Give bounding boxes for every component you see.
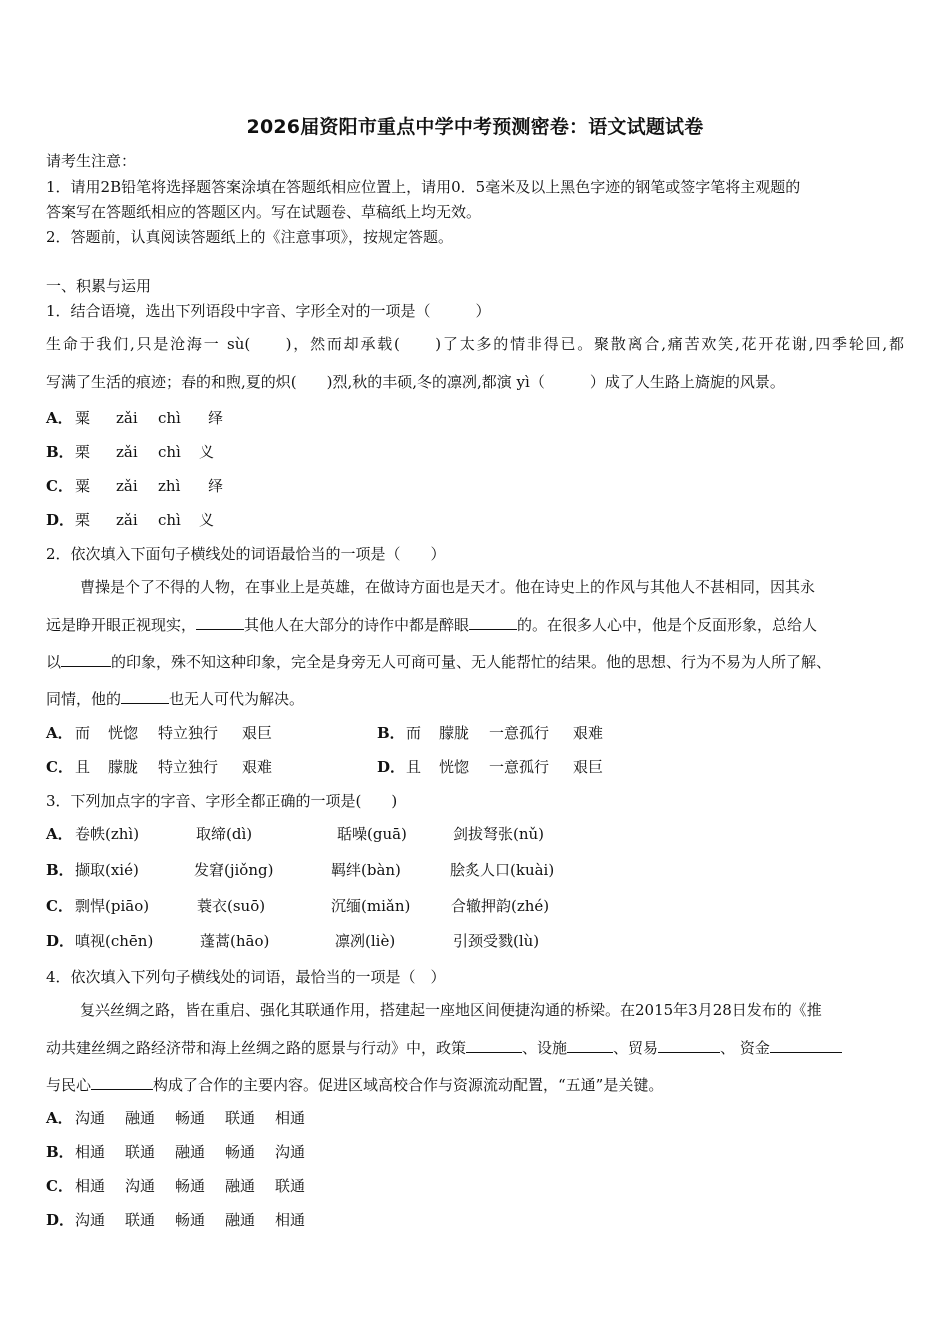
question-2-stem: 2．依次填入下面句子横线处的词语最恰当的一项是（ ） <box>46 545 446 563</box>
section-heading: 一、积累与运用 <box>46 277 152 295</box>
exam-page: 2026届资阳市重点中学中考预测密卷：语文试题试卷 请考生注意： 1．请用2B铅笔将选择题答案涂填在答题纸相应位置上，请用0．5毫米及以上黑色字迹的钢笔或签字笔将主观题的 答案写在答题纸相应的答题区内。写在试题卷、草稿纸上均无效。 2．答题前，认真阅读答题纸上的《注意事项》，按规定答题。 一、积累与运用 1．结合语境，选出下列语段中字音、字形全对的一项是（ ） 生命于我们,只是沧海一 sù( )，然而却承载( )了太多的情非得已。聚散离合,痛苦欢笑,花开花谢,四季轮回,都 写满了生活的痕迹；春的和煦,夏的炽( )烈,秋的丰硕,冬的凛冽,都演 yì（ ）成了人生路上旖旎的风景。 A． 粟 zǎi chì 绎 B． 栗 zǎi chì 义 C． 粟 zǎi zhì 绎 D． 栗 zǎi chì 义 2．依次填入下面句子横线处的词语最恰当的一项是（ ） 曹操是个了不得的人物，在事业上是英雄，在做诗方面也是天才。他在诗史上的作风与其他人不甚相同，因其永 远是睁开眼正视现实， 其他人在大部分的诗作中都是醉眼 的。在很多人心中，他是个反面形象，总给人 以 的印象，殊不知这种印象，完全是身旁无人可商可量、无人能帮忙的结果。他的思想、行为不易为人所了解、 同情，他的 也无人可代为解决。 A． 而 恍惚 特立独行 艰巨 B． 而 朦胧 一意孤行 艰难 C． 且 朦胧 特立独行 艰难 D． 且 恍惚 一意孤行 艰巨 3．下列加点字的字音、字形全都正确的一项是( ) A． 卷帙(zhì) 取缔(dì) 聒噪(guā) 剑拔弩张(nǔ) B． 撷取(xié) 发窘(jiǒng) 羁绊(bàn) 脍炙人口(kuài) C． 剽悍(piāo) 蓑衣(suō) 沉缅(miǎn) 合辙押韵(zhé) D． 嗔视(chēn) 蓬蒿(hāo) 凛冽(liè) 引颈受戮(lù) 4．依次填入下列句子横线处的词语，最恰当的一项是（ ） 复兴丝绸之路，皆在重启、强化其联通作用，搭建起一座地区间便捷沟通的桥梁。在2015年3月28日发布的《推 动共建丝绸之路经济带和海上丝绸之路的愿景与行动》中，政策 、设施 、贸易 、 资金 与民心 构成了合作的主要内容。促进区域高校合作与资源流动配置，“五通”是关键。 A． 沟通 融通 畅通 联通 相通 B． 相通 联通 融通 畅通 沟通 C． 相通 沟通 畅通 融通 联通 D． 沟通 联通 畅通 融通 相通 <box>0 0 950 1344</box>
fill-blank <box>121 689 169 704</box>
question-2-passage-line-3: 以 的印象，殊不知这种印象，完全是身旁无人可商可量、无人能帮忙的结果。他的思想、行为不易为人所了解、 <box>46 653 832 671</box>
question-4-passage-line-3: 与民心 构成了合作的主要内容。促进区域高校合作与资源流动配置，“五通”是关键。 <box>46 1076 664 1094</box>
question-2-passage-line-2: 远是睁开眼正视现实， 其他人在大部分的诗作中都是醉眼 的。在很多人心中，他是个反面形象，总给人 <box>46 616 818 634</box>
page-title: 2026届资阳市重点中学中考预测密卷：语文试题试卷 <box>246 116 704 138</box>
fill-blank <box>469 615 517 630</box>
question-4-stem: 4．依次填入下列句子横线处的词语，最恰当的一项是（ ） <box>46 968 446 986</box>
fill-blank <box>61 652 111 667</box>
question-4-passage-line-1: 复兴丝绸之路，皆在重启、强化其联通作用，搭建起一座地区间便捷沟通的桥梁。在2015年3月28日发布的《推 <box>80 1001 822 1019</box>
fill-blank <box>466 1038 522 1053</box>
fill-blank <box>770 1038 842 1053</box>
question-3-stem: 3．下列加点字的字音、字形全都正确的一项是( ) <box>46 792 398 810</box>
notice-item-1-line-2: 答案写在答题纸相应的答题区内。写在试题卷、草稿纸上均无效。 <box>46 203 482 221</box>
question-2-passage-line-1: 曹操是个了不得的人物，在事业上是英雄，在做诗方面也是天才。他在诗史上的作风与其他人不甚相同，因其永 <box>80 578 816 596</box>
notice-item-2: 2．答题前，认真阅读答题纸上的《注意事项》，按规定答题。 <box>46 228 454 246</box>
question-1-stem: 1．结合语境，选出下列语段中字音、字形全对的一项是（ ） <box>46 302 491 320</box>
question-4-passage-line-2: 动共建丝绸之路经济带和海上丝绸之路的愿景与行动》中，政策 、设施 、贸易 、 资金 <box>46 1037 842 1059</box>
fill-blank <box>196 615 244 630</box>
question-2-passage-line-4: 同情，他的 也无人可代为解决。 <box>46 690 305 708</box>
fill-blank <box>91 1075 153 1090</box>
notice-item-1-line-1: 1．请用2B铅笔将选择题答案涂填在答题纸相应位置上，请用0．5毫米及以上黑色字迹的钢笔或签字笔将主观题的 <box>46 178 801 196</box>
question-1-passage-line-2: 写满了生活的痕迹；春的和煦,夏的炽( )烈,秋的丰硕,冬的凛冽,都演 yì（ ）成了人生路上旖旎的风景。 <box>46 373 785 391</box>
question-1-passage-line-1: 生命于我们,只是沧海一 sù( )，然而却承载( )了太多的情非得已。聚散离合,痛苦欢笑,花开花谢,四季轮回,都 <box>46 335 904 353</box>
notice-heading: 请考生注意： <box>46 152 137 170</box>
fill-blank <box>658 1038 720 1053</box>
fill-blank <box>567 1038 613 1053</box>
